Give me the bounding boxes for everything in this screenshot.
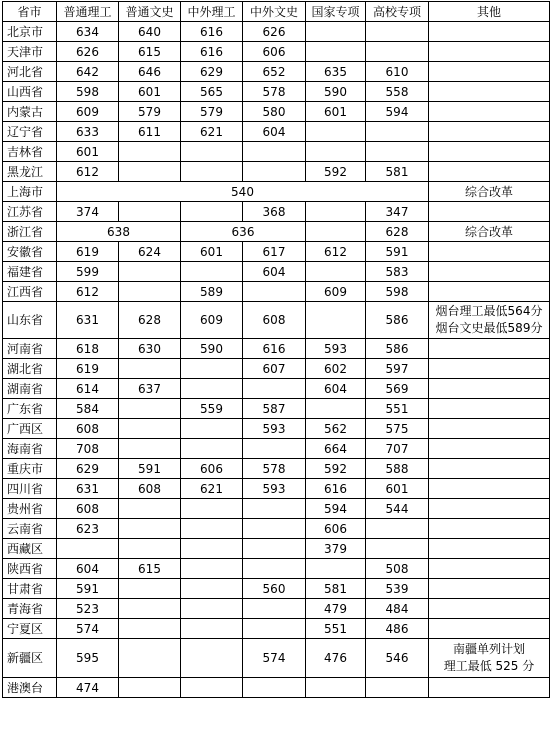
table-row bbox=[3, 62, 550, 82]
score-cell: 604 bbox=[243, 262, 306, 282]
score-cell: 604 bbox=[243, 122, 306, 142]
score-cell: 544 bbox=[366, 499, 429, 519]
score-cell: 578 bbox=[243, 459, 306, 479]
score-cell bbox=[306, 302, 366, 339]
score-cell bbox=[243, 599, 306, 619]
province-cell: 甘肃省 bbox=[3, 579, 57, 599]
merged-sino-cell: 636 bbox=[181, 222, 306, 242]
score-cell bbox=[243, 282, 306, 302]
score-cell: 606 bbox=[181, 459, 243, 479]
score-cell bbox=[366, 678, 429, 698]
score-cell: 631 bbox=[57, 479, 119, 499]
score-table bbox=[2, 1, 550, 698]
score-cell: 637 bbox=[119, 379, 181, 399]
table-row bbox=[3, 559, 550, 579]
province-cell: 贵州省 bbox=[3, 499, 57, 519]
score-cell bbox=[119, 419, 181, 439]
score-cell bbox=[181, 499, 243, 519]
other-cell: 综合改革 bbox=[429, 182, 550, 202]
other-cell bbox=[429, 419, 550, 439]
province-cell: 上海市 bbox=[3, 182, 57, 202]
score-cell: 591 bbox=[57, 579, 119, 599]
score-cell: 347 bbox=[366, 202, 429, 222]
score-cell: 612 bbox=[306, 242, 366, 262]
score-cell: 616 bbox=[306, 479, 366, 499]
score-cell bbox=[119, 579, 181, 599]
score-cell: 584 bbox=[57, 399, 119, 419]
score-cell: 583 bbox=[366, 262, 429, 282]
score-cell: 580 bbox=[243, 102, 306, 122]
score-cell: 591 bbox=[119, 459, 181, 479]
header-cell: 中外理工 bbox=[181, 2, 243, 22]
score-cell: 612 bbox=[57, 162, 119, 182]
score-cell: 619 bbox=[57, 359, 119, 379]
other-cell bbox=[429, 639, 550, 678]
province-cell: 四川省 bbox=[3, 479, 57, 499]
other-cell bbox=[429, 282, 550, 302]
score-cell bbox=[181, 202, 243, 222]
score-cell: 598 bbox=[57, 82, 119, 102]
score-cell: 589 bbox=[181, 282, 243, 302]
other-cell bbox=[429, 579, 550, 599]
province-cell: 内蒙古 bbox=[3, 102, 57, 122]
score-cell: 609 bbox=[57, 102, 119, 122]
table-row bbox=[3, 399, 550, 419]
score-cell: 559 bbox=[181, 399, 243, 419]
score-cell: 609 bbox=[181, 302, 243, 339]
score-cell: 593 bbox=[243, 419, 306, 439]
score-cell bbox=[181, 439, 243, 459]
score-cell: 591 bbox=[366, 242, 429, 262]
score-cell: 614 bbox=[57, 379, 119, 399]
table-row bbox=[3, 359, 550, 379]
score-cell: 611 bbox=[119, 122, 181, 142]
other-cell bbox=[429, 379, 550, 399]
table-row bbox=[3, 302, 550, 339]
score-cell: 608 bbox=[119, 479, 181, 499]
score-cell bbox=[306, 42, 366, 62]
table-row bbox=[3, 102, 550, 122]
score-cell bbox=[306, 142, 366, 162]
province-cell: 江苏省 bbox=[3, 202, 57, 222]
score-cell bbox=[119, 359, 181, 379]
score-cell: 646 bbox=[119, 62, 181, 82]
score-cell: 476 bbox=[306, 639, 366, 678]
score-cell bbox=[119, 639, 181, 678]
other-cell bbox=[429, 102, 550, 122]
score-cell bbox=[119, 162, 181, 182]
score-cell: 586 bbox=[366, 302, 429, 339]
score-cell: 474 bbox=[57, 678, 119, 698]
header-cell: 中外文史 bbox=[243, 2, 306, 22]
province-cell: 河北省 bbox=[3, 62, 57, 82]
score-cell: 508 bbox=[366, 559, 429, 579]
province-cell: 海南省 bbox=[3, 439, 57, 459]
score-cell bbox=[119, 202, 181, 222]
header-cell: 其他 bbox=[429, 2, 550, 22]
other-cell bbox=[429, 202, 550, 222]
score-cell: 379 bbox=[306, 539, 366, 559]
score-cell bbox=[181, 359, 243, 379]
header-cell: 省市 bbox=[3, 2, 57, 22]
other-cell bbox=[429, 262, 550, 282]
merged-score-cell: 540 bbox=[57, 182, 429, 202]
score-cell bbox=[119, 399, 181, 419]
score-cell: 574 bbox=[57, 619, 119, 639]
score-cell: 586 bbox=[366, 339, 429, 359]
score-cell: 604 bbox=[306, 379, 366, 399]
score-cell: 590 bbox=[181, 339, 243, 359]
score-cell: 634 bbox=[57, 22, 119, 42]
table-row bbox=[3, 222, 550, 242]
score-cell: 624 bbox=[119, 242, 181, 262]
other-cell: 综合改革 bbox=[429, 222, 550, 242]
score-cell: 587 bbox=[243, 399, 306, 419]
score-cell bbox=[243, 379, 306, 399]
other-cell bbox=[429, 42, 550, 62]
score-cell: 652 bbox=[243, 62, 306, 82]
score-cell: 565 bbox=[181, 82, 243, 102]
score-cell: 606 bbox=[243, 42, 306, 62]
other-cell bbox=[429, 459, 550, 479]
score-cell bbox=[181, 639, 243, 678]
header-row bbox=[3, 2, 550, 22]
score-cell: 539 bbox=[366, 579, 429, 599]
score-cell: 601 bbox=[57, 142, 119, 162]
other-cell bbox=[429, 559, 550, 579]
score-cell: 558 bbox=[366, 82, 429, 102]
province-cell: 湖北省 bbox=[3, 359, 57, 379]
score-cell: 612 bbox=[57, 282, 119, 302]
table-row bbox=[3, 22, 550, 42]
score-cell: 629 bbox=[57, 459, 119, 479]
score-cell bbox=[181, 678, 243, 698]
score-cell bbox=[119, 678, 181, 698]
table-row bbox=[3, 339, 550, 359]
table-row bbox=[3, 262, 550, 282]
score-cell: 628 bbox=[119, 302, 181, 339]
score-cell: 631 bbox=[57, 302, 119, 339]
other-cell bbox=[429, 499, 550, 519]
table-row bbox=[3, 282, 550, 302]
province-cell: 港澳台 bbox=[3, 678, 57, 698]
score-cell: 569 bbox=[366, 379, 429, 399]
score-cell bbox=[243, 439, 306, 459]
table-row bbox=[3, 639, 550, 678]
score-cell: 581 bbox=[306, 579, 366, 599]
score-cell: 618 bbox=[57, 339, 119, 359]
other-cell bbox=[429, 142, 550, 162]
other-cell bbox=[429, 439, 550, 459]
other-note-line: 烟台文史最低589分 bbox=[435, 321, 543, 335]
score-cell: 615 bbox=[119, 559, 181, 579]
score-cell bbox=[306, 678, 366, 698]
score-cell: 602 bbox=[306, 359, 366, 379]
province-cell: 黑龙江 bbox=[3, 162, 57, 182]
score-cell: 601 bbox=[306, 102, 366, 122]
score-cell: 579 bbox=[181, 102, 243, 122]
score-cell: 590 bbox=[306, 82, 366, 102]
score-cell: 629 bbox=[181, 62, 243, 82]
score-cell: 664 bbox=[306, 439, 366, 459]
score-cell: 374 bbox=[57, 202, 119, 222]
merged-science-cell: 638 bbox=[57, 222, 181, 242]
score-cell: 595 bbox=[57, 639, 119, 678]
score-cell: 626 bbox=[57, 42, 119, 62]
score-cell bbox=[119, 619, 181, 639]
score-cell: 599 bbox=[57, 262, 119, 282]
score-cell bbox=[181, 579, 243, 599]
score-cell bbox=[366, 539, 429, 559]
province-cell: 云南省 bbox=[3, 519, 57, 539]
score-cell: 604 bbox=[57, 559, 119, 579]
table-row bbox=[3, 499, 550, 519]
score-cell: 581 bbox=[366, 162, 429, 182]
score-cell: 486 bbox=[366, 619, 429, 639]
score-cell: 578 bbox=[243, 82, 306, 102]
other-note-line: 理工最低 525 分 bbox=[443, 659, 535, 673]
table-row bbox=[3, 599, 550, 619]
score-cell: 368 bbox=[243, 202, 306, 222]
province-cell: 山西省 bbox=[3, 82, 57, 102]
other-note-line: 烟台理工最低564分 bbox=[435, 304, 543, 318]
table-row bbox=[3, 182, 550, 202]
score-cell bbox=[181, 519, 243, 539]
other-cell bbox=[429, 82, 550, 102]
score-cell bbox=[243, 142, 306, 162]
score-cell bbox=[181, 162, 243, 182]
score-cell: 619 bbox=[57, 242, 119, 262]
score-cell: 623 bbox=[57, 519, 119, 539]
province-cell: 湖南省 bbox=[3, 379, 57, 399]
score-cell: 551 bbox=[366, 399, 429, 419]
other-cell bbox=[429, 619, 550, 639]
table-row bbox=[3, 519, 550, 539]
province-cell: 宁夏区 bbox=[3, 619, 57, 639]
score-cell: 608 bbox=[243, 302, 306, 339]
score-cell bbox=[243, 559, 306, 579]
score-cell: 579 bbox=[119, 102, 181, 122]
province-cell: 吉林省 bbox=[3, 142, 57, 162]
other-cell bbox=[429, 62, 550, 82]
score-cell bbox=[306, 399, 366, 419]
other-cell bbox=[429, 162, 550, 182]
score-cell: 562 bbox=[306, 419, 366, 439]
table-row bbox=[3, 122, 550, 142]
score-cell: 640 bbox=[119, 22, 181, 42]
score-cell: 615 bbox=[119, 42, 181, 62]
score-cell: 597 bbox=[366, 359, 429, 379]
score-cell bbox=[181, 559, 243, 579]
score-cell bbox=[306, 222, 366, 242]
score-cell: 608 bbox=[57, 419, 119, 439]
score-cell bbox=[119, 142, 181, 162]
score-cell bbox=[119, 599, 181, 619]
score-cell: 479 bbox=[306, 599, 366, 619]
other-cell bbox=[429, 339, 550, 359]
other-note-line: 南疆单列计划 bbox=[452, 642, 525, 656]
score-cell bbox=[243, 519, 306, 539]
province-cell: 陕西省 bbox=[3, 559, 57, 579]
province-cell: 新疆区 bbox=[3, 639, 57, 678]
province-cell: 青海省 bbox=[3, 599, 57, 619]
other-cell bbox=[429, 479, 550, 499]
province-cell: 广西区 bbox=[3, 419, 57, 439]
score-cell bbox=[119, 262, 181, 282]
score-cell bbox=[119, 519, 181, 539]
score-cell: 630 bbox=[119, 339, 181, 359]
score-cell: 707 bbox=[366, 439, 429, 459]
province-cell: 西藏区 bbox=[3, 539, 57, 559]
table-row bbox=[3, 479, 550, 499]
score-cell bbox=[243, 499, 306, 519]
score-cell bbox=[181, 599, 243, 619]
special-cell: 628 bbox=[366, 222, 429, 242]
score-cell bbox=[366, 42, 429, 62]
score-cell: 633 bbox=[57, 122, 119, 142]
score-cell bbox=[243, 162, 306, 182]
province-cell: 浙江省 bbox=[3, 222, 57, 242]
table-row bbox=[3, 539, 550, 559]
score-cell bbox=[181, 379, 243, 399]
score-cell: 523 bbox=[57, 599, 119, 619]
score-cell: 617 bbox=[243, 242, 306, 262]
score-cell bbox=[181, 539, 243, 559]
score-cell: 593 bbox=[306, 339, 366, 359]
province-cell: 北京市 bbox=[3, 22, 57, 42]
score-cell bbox=[119, 439, 181, 459]
other-cell bbox=[429, 678, 550, 698]
score-cell: 626 bbox=[243, 22, 306, 42]
score-cell bbox=[306, 122, 366, 142]
score-cell: 635 bbox=[306, 62, 366, 82]
score-cell bbox=[243, 539, 306, 559]
score-cell bbox=[306, 22, 366, 42]
province-cell: 重庆市 bbox=[3, 459, 57, 479]
score-cell: 609 bbox=[306, 282, 366, 302]
score-cell: 642 bbox=[57, 62, 119, 82]
table-row bbox=[3, 42, 550, 62]
other-cell bbox=[429, 122, 550, 142]
province-cell: 山东省 bbox=[3, 302, 57, 339]
score-cell: 610 bbox=[366, 62, 429, 82]
header-cell: 高校专项 bbox=[366, 2, 429, 22]
score-cell: 601 bbox=[366, 479, 429, 499]
score-cell: 708 bbox=[57, 439, 119, 459]
score-cell: 621 bbox=[181, 122, 243, 142]
province-cell: 河南省 bbox=[3, 339, 57, 359]
table-row bbox=[3, 439, 550, 459]
score-cell bbox=[306, 559, 366, 579]
score-cell: 592 bbox=[306, 162, 366, 182]
other-cell bbox=[429, 242, 550, 262]
score-cell bbox=[119, 539, 181, 559]
province-cell: 辽宁省 bbox=[3, 122, 57, 142]
other-cell bbox=[429, 599, 550, 619]
table-row bbox=[3, 459, 550, 479]
score-cell bbox=[57, 539, 119, 559]
other-cell bbox=[429, 302, 550, 339]
score-cell bbox=[181, 619, 243, 639]
table-row bbox=[3, 202, 550, 222]
table-row bbox=[3, 162, 550, 182]
table-row bbox=[3, 142, 550, 162]
table-row bbox=[3, 619, 550, 639]
score-cell bbox=[119, 499, 181, 519]
header-cell: 国家专项 bbox=[306, 2, 366, 22]
score-cell: 616 bbox=[243, 339, 306, 359]
score-cell: 546 bbox=[366, 639, 429, 678]
other-cell bbox=[429, 359, 550, 379]
score-cell bbox=[366, 122, 429, 142]
score-cell: 621 bbox=[181, 479, 243, 499]
province-cell: 广东省 bbox=[3, 399, 57, 419]
score-cell: 616 bbox=[181, 22, 243, 42]
score-cell: 484 bbox=[366, 599, 429, 619]
score-cell: 575 bbox=[366, 419, 429, 439]
other-cell bbox=[429, 539, 550, 559]
table-row bbox=[3, 579, 550, 599]
score-cell: 616 bbox=[181, 42, 243, 62]
table-row bbox=[3, 379, 550, 399]
score-cell: 593 bbox=[243, 479, 306, 499]
other-cell bbox=[429, 22, 550, 42]
other-cell bbox=[429, 399, 550, 419]
score-cell bbox=[366, 142, 429, 162]
score-cell: 574 bbox=[243, 639, 306, 678]
province-cell: 天津市 bbox=[3, 42, 57, 62]
score-cell: 594 bbox=[306, 499, 366, 519]
province-cell: 福建省 bbox=[3, 262, 57, 282]
score-cell bbox=[181, 262, 243, 282]
score-cell: 601 bbox=[181, 242, 243, 262]
score-cell bbox=[366, 519, 429, 539]
score-cell: 601 bbox=[119, 82, 181, 102]
province-cell: 安徽省 bbox=[3, 242, 57, 262]
header-cell: 普通理工 bbox=[57, 2, 119, 22]
score-cell bbox=[306, 262, 366, 282]
score-cell: 606 bbox=[306, 519, 366, 539]
score-cell bbox=[243, 678, 306, 698]
score-cell bbox=[306, 202, 366, 222]
table-row bbox=[3, 419, 550, 439]
score-cell: 560 bbox=[243, 579, 306, 599]
table-row bbox=[3, 242, 550, 262]
score-cell bbox=[181, 419, 243, 439]
province-cell: 江西省 bbox=[3, 282, 57, 302]
score-cell bbox=[119, 282, 181, 302]
header-cell: 普通文史 bbox=[119, 2, 181, 22]
score-cell: 598 bbox=[366, 282, 429, 302]
score-cell: 594 bbox=[366, 102, 429, 122]
table-row bbox=[3, 82, 550, 102]
table-row bbox=[3, 678, 550, 698]
score-cell: 607 bbox=[243, 359, 306, 379]
score-cell: 551 bbox=[306, 619, 366, 639]
other-cell bbox=[429, 519, 550, 539]
score-cell: 588 bbox=[366, 459, 429, 479]
score-cell bbox=[181, 142, 243, 162]
score-cell bbox=[243, 619, 306, 639]
score-cell bbox=[366, 22, 429, 42]
score-cell: 608 bbox=[57, 499, 119, 519]
score-cell: 592 bbox=[306, 459, 366, 479]
